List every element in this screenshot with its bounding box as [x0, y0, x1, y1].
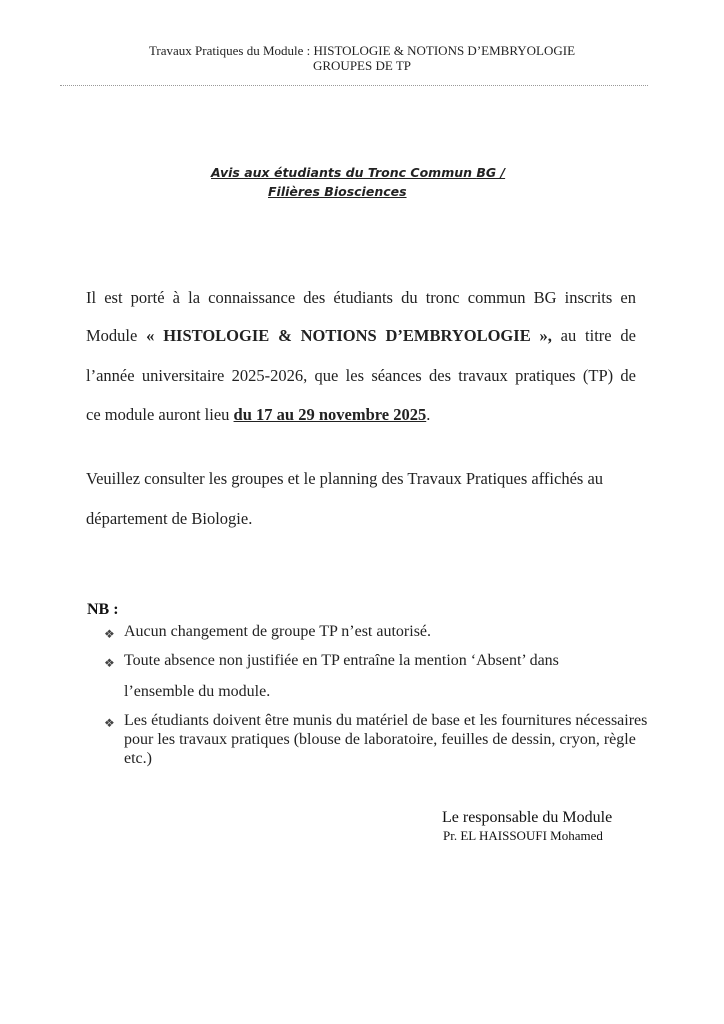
diamond-bullet-icon: ❖: [104, 656, 115, 670]
paragraph-1-line-1: Il est porté à la connaissance des étudiants du tronc commun BG inscrits en: [86, 288, 636, 307]
nb-item-3-line-3: etc.): [124, 750, 152, 767]
nb-item-3-line-2: pour les travaux pratiques (blouse de laboratoire, feuilles de dessin, cryon, règle: [124, 731, 636, 748]
page-header-title: Travaux Pratiques du Module : HISTOLOGIE & NOTIONS D’EMBRYOLOGIE: [148, 43, 576, 58]
paragraph-2-line-1: Veuillez consulter les groupes et le planning des Travaux Pratiques affichés au: [86, 469, 604, 488]
signature-name: Pr. EL HAISSOUFI Mohamed: [443, 828, 603, 843]
nb-item-3-line-1: Les étudiants doivent être munis du matériel de base et les fournitures nécessaires: [124, 712, 648, 729]
notice-title-main: Avis aux étudiants du Tronc Commun: [211, 165, 473, 180]
text: au titre de: [551, 326, 636, 345]
paragraph-1-line-3: l’année universitaire 2025-2026, que les séances des travaux pratiques (TP) de: [86, 366, 636, 385]
text: ce module auront lieu: [86, 405, 234, 424]
paragraph-1-line-2: [86, 326, 636, 346]
page-header-subtitle: GROUPES DE TP: [312, 58, 411, 73]
diamond-bullet-icon: ❖: [104, 627, 115, 641]
paragraph-1-line-4: [86, 405, 430, 425]
text: Module: [86, 326, 147, 345]
signature-role: Le responsable du Module: [442, 809, 613, 826]
diamond-bullet-icon: ❖: [104, 716, 115, 730]
nb-item-2-line-1: Toute absence non justifiée en TP entraîne la mention ‘Absent’ dans: [124, 652, 559, 669]
notice-title-line2: Filières Biosciences: [268, 184, 407, 199]
paragraph-2-line-2: département de Biologie.: [86, 509, 253, 528]
notice-title-suffix: BG /: [476, 165, 506, 180]
module-name: « HISTOLOGIE & NOTIONS D’EMBRYOLOGIE »,: [146, 326, 552, 345]
tp-dates: du 17 au 29 novembre 2025: [233, 405, 427, 424]
text: .: [426, 405, 431, 424]
nb-item-2-line-2: l’ensemble du module.: [124, 683, 271, 700]
nb-item-1-line-1: Aucun changement de groupe TP n’est autorisé.: [124, 623, 432, 640]
notice-title-line1: [211, 165, 505, 180]
nb-label: NB :: [87, 601, 119, 618]
header-divider: [60, 85, 648, 86]
